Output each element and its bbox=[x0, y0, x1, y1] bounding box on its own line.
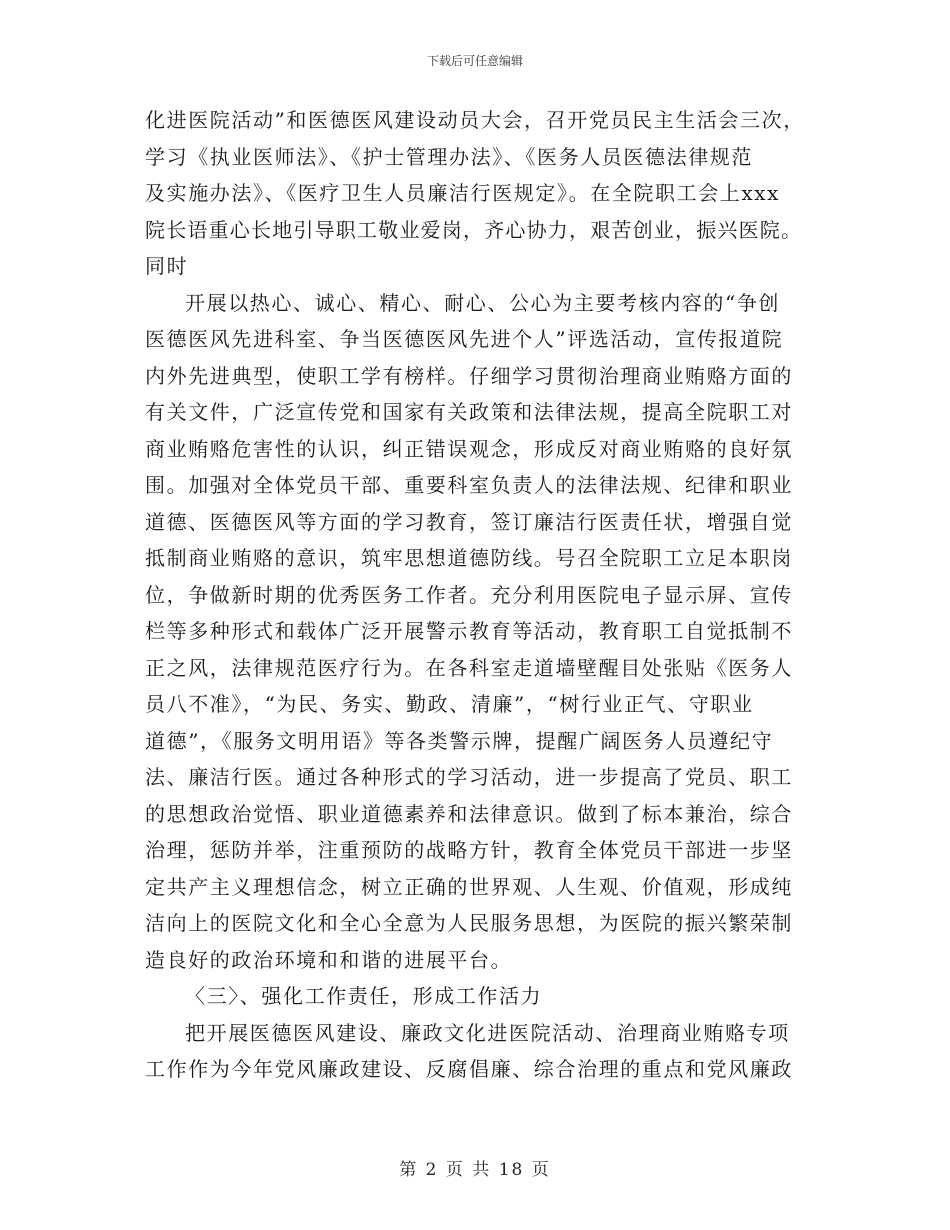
body-text-line: 位，争做新时期的优秀医务工作者。充分利用医院电子显示屏、宣传 bbox=[145, 582, 793, 607]
body-text-line: 围。加强对全体党员干部、重要科室负责人的法律法规、纪律和职业 bbox=[145, 473, 793, 497]
body-text-line: 洁向上的医院文化和全心全意为人民服务思想，为医院的振兴繁荣制 bbox=[145, 911, 793, 935]
body-text-line: 道德、医德医风等方面的学习教育，签订廉洁行医责任状，增强自觉 bbox=[145, 509, 793, 534]
body-text-line: 同时 bbox=[145, 254, 189, 278]
body-text-line: 医德医风先进科室、争当医德医风先进个人”评选活动，宣传报道院 bbox=[145, 327, 784, 351]
body-text-line: 抵制商业贿赂的意识，筑牢思想道德防线。号召全院职工立足本职岗 bbox=[145, 546, 793, 570]
body-text-line: 造良好的政治环境和和谐的进展平台。 bbox=[145, 947, 513, 972]
body-text-line: 定共产主义理想信念，树立正确的世界观、人生观、价值观，形成纯 bbox=[145, 874, 793, 899]
document-body bbox=[145, 102, 805, 1088]
body-text-line: 内外先进典型，使职工学有榜样。仔细学习贯彻治理商业贿赂方面的 bbox=[145, 363, 793, 388]
body-text-line: 道德”，《服务文明用语》等各类警示牌，提醒广阔医务人员遵纪守 bbox=[145, 728, 774, 753]
body-text-line: 工作作为今年党风廉政建设、反腐倡廉、综合治理的重点和党风廉政 bbox=[145, 1057, 793, 1081]
page-header: 下载后可任意编辑 bbox=[426, 54, 523, 68]
body-text-line: 院长语重心长地引导职工敬业爱岗，齐心协力，艰苦创业，振兴医院。 bbox=[145, 217, 803, 242]
body-text-line: 法、廉洁行医。通过各种形式的学习活动，进一步提高了党员、职工 bbox=[145, 765, 793, 789]
body-text-line: 栏等多种形式和载体广泛开展警示教育等活动，教育职工自觉抵制不 bbox=[145, 619, 793, 643]
body-text-line: 及实施办法》、《医疗卫生人员廉洁行医规定》。在全院职工会上xxx bbox=[145, 181, 781, 205]
body-text-line: 把开展医德医风建设、廉政文化进医院活动、治理商业贿赂专项 bbox=[185, 1020, 790, 1045]
body-text-line: 员八不准》，“为民、务实、勤政、清廉”，“树行业正气、守职业 bbox=[145, 692, 754, 716]
body-text-line: 的思想政治觉悟、职业道德素养和法律意识。做到了标本兼治，综合 bbox=[145, 801, 793, 826]
page-footer-page-number: 第 2 页 共 18 页 bbox=[399, 1160, 551, 1180]
body-text-line: 化进医院活动”和医德医风建设动员大会，召开党员民主生活会三次， bbox=[145, 108, 805, 132]
body-text-line: 商业贿赂危害性的认识，纠正错误观念，形成反对商业贿赂的良好氛 bbox=[145, 436, 793, 461]
body-text-line: 开展以热心、诚心、精心、耐心、公心为主要考核内容的“争创 bbox=[185, 290, 781, 315]
body-text-line: 〈三〉、强化工作责任，形成工作活力 bbox=[185, 984, 543, 1008]
body-text-line: 正之风，法律规范医疗行为。在各科室走道墙壁醒目处张贴《医务人 bbox=[145, 655, 793, 680]
body-text-line: 有关文件，广泛宣传党和国家有关政策和法律法规，提高全院职工对 bbox=[145, 400, 793, 424]
body-text-line: 治理，惩防并举，注重预防的战略方针，教育全体党员干部进一步坚 bbox=[145, 838, 793, 862]
body-text-line: 学习《执业医师法》、《护士管理办法》、《医务人员医德法律规范 bbox=[145, 144, 753, 169]
